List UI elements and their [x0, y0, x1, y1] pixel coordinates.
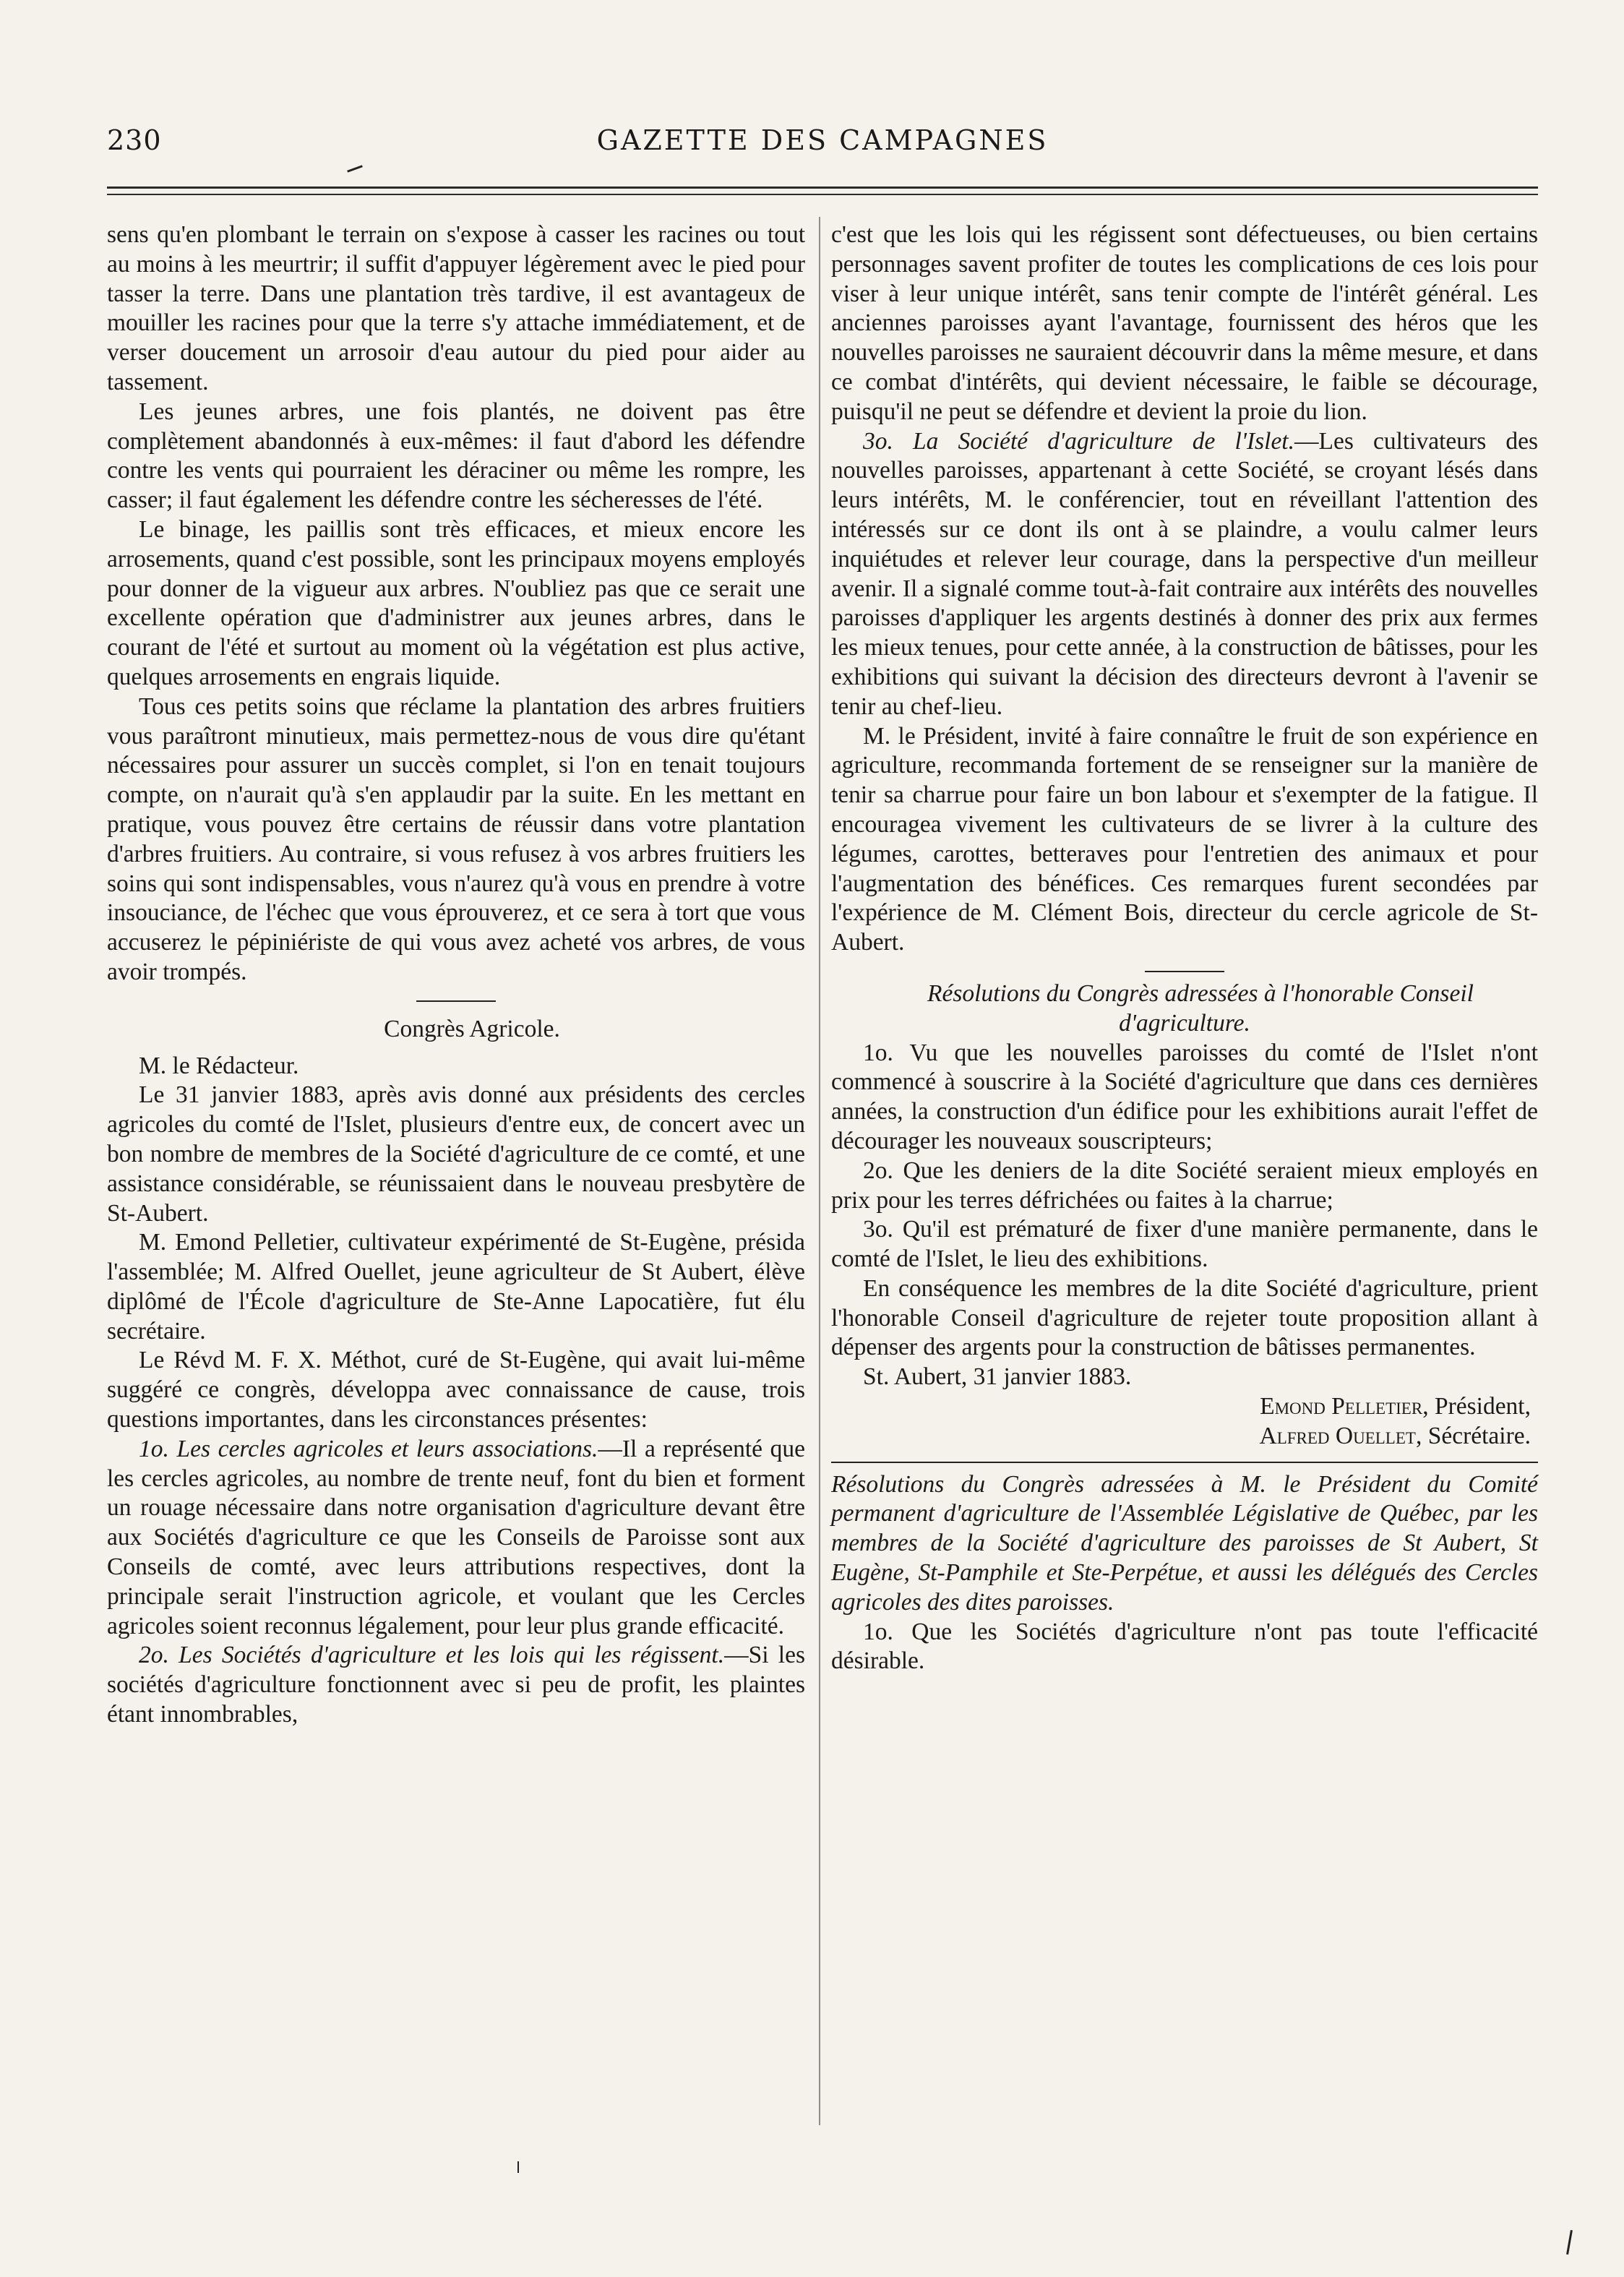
header-rule-thin — [107, 194, 1538, 195]
signature-name: Emond Pelletier — [1260, 1393, 1423, 1420]
paragraph: sens qu'en plombant le terrain on s'expose à casser les racines ou tout au moins à les meurtrir; il suffit d'appuyer légèrement avec le pied pour tasser la terre. Dans une plantation très tardive, il est avantageux de mouiller les racines pour que la terre s'y attache immédiatement, et de verser doucement un arrosoir d'eau autour du pied pour aider au tassement. — [107, 221, 805, 395]
paragraph — [831, 427, 1538, 722]
item-lead: 3o. La Société d'agriculture de l'Islet. — [863, 427, 1294, 455]
paragraph: Le binage, les paillis sont très efficaces, et mieux encore les arrosements, quand c'est possible, sont les principaux moyens employés pour donner de la vigueur aux arbres. N'oubliez pas que ce serait une excellente opération que d'administrer aux jeunes arbres, dans le courant de l'été et surtout au moment où la végétation est plus active, quelques arrosements en engrais liquide. — [107, 515, 805, 690]
page-number: 230 — [107, 124, 162, 156]
page-header — [107, 124, 1538, 168]
section-divider — [831, 1462, 1538, 1463]
signature-secretary — [831, 1422, 1538, 1451]
place-date: St. Aubert, 31 janvier 1883. — [863, 1363, 1132, 1391]
resolutions-heading: Résolutions du Congrès adressées à l'honorable Conseil d'agriculture. — [927, 979, 1474, 1037]
paragraph: M. le Président, invité à faire connaître le fruit de son expérience en agriculture, recommanda fortement de se renseigner sur la manière de tenir sa charrue pour faire un bon labour et s'exempter de la fatigue. Il encouragea vivement les cultivateurs de se livrer à la culture des légumes, carottes, betteraves pour l'entretien des animaux et pour l'augmentation des bénéfices. Ces remarques furent secondées par l'expérience de M. Clément Bois, directeur du cercle agricole de St-Aubert. — [831, 722, 1538, 956]
signature-president — [831, 1392, 1538, 1422]
header-rule — [107, 186, 1538, 189]
section-divider — [416, 1000, 496, 1002]
stray-mark — [517, 2161, 519, 2173]
paragraph — [107, 1641, 805, 1729]
right-column — [831, 220, 1538, 1676]
item-body: —Les cultivateurs des nouvelles paroisses, appartenant à cette Société, se croyant lésés dans leurs intérêts, M. le conférencier, tout en réveillant l'attention des intéressés sur ce dont ils ont à se plaindre, a voulu calmer leurs inquiétudes et relever leur courage, dans la perspective d'un meilleur avenir. Il a signalé comme tout-à-fait contraire aux intérêts des nouvelles paroisses d'appliquer les argents destinés à donner des prix aux fermes les mieux tenues, pour cette année, à la construction de bâtisses, pour les exhibitions qui suivant la décision des directeurs devront à l'avenir se tenir au chef-lieu. — [831, 427, 1538, 720]
salutation: M. le Rédacteur. — [139, 1052, 299, 1079]
paragraph: Le 31 janvier 1883, après avis donné aux présidents des cercles agricoles du comté de l'Islet, plusieurs d'entre eux, de concert avec un bon nombre de membres de la Société d'agriculture de ce comté, et une assistance considérable, se réunissaient dans le nouveau presbytère de St-Aubert. — [107, 1081, 805, 1227]
paragraph — [107, 1435, 805, 1642]
resolution: 2o. Que les deniers de la dite Société seraient mieux employés en prix pour les terres défrichées ou faites à la charrue; — [831, 1157, 1538, 1214]
resolution: 1o. Vu que les nouvelles paroisses du comté de l'Islet n'ont commencé à souscrire à la Société d'agriculture que dans ces dernières années, la construction d'un édifice pour les exhibitions aurait l'effet de décourager les nouveaux souscripteurs; — [831, 1039, 1538, 1154]
paragraph: Tous ces petits soins que réclame la plantation des arbres fruitiers vous paraîtront minutieux, mais permettez-nous de vous dire qu'étant nécessaires pour assurer un succès complet, si l'on en tenait toujours compte, on n'aurait qu'à s'en applaudir par la suite. En les mettant en pratique, vous pouvez être certains de réussir dans votre plantation d'arbres fruitiers. Au contraire, si vous refusez à vos arbres fruitiers les soins qui sont indispensables, vous n'aurez qu'à vous en prendre à votre insouciance, de l'échec que vous éprouverez, et ce sera à tort que vous accuserez le pépiniériste de qui vous avez acheté vos arbres, de vous avoir trompés. — [107, 692, 805, 985]
signature-role: , Président, — [1422, 1393, 1531, 1420]
paragraph: Les jeunes arbres, une fois plantés, ne doivent pas être complètement abandonnés à eux-mêmes: il faut d'abord les défendre contre les vents qui pourraient les déraciner ou même les rompre, les casser; il faut également les défendre contre les sécheresses de l'été. — [107, 398, 805, 514]
column-divider — [819, 217, 820, 2125]
item-body: —Si les sociétés d'agriculture fonctionnent avec si peu de profit, les plaintes étant innombrables, — [107, 1642, 805, 1728]
section-divider — [1145, 971, 1224, 972]
signature-name: Alfred Ouellet — [1259, 1422, 1416, 1449]
paragraph: M. Emond Pelletier, cultivateur expérimenté de St-Eugène, présida l'assemblée; M. Alfred Ouellet, jeune agriculteur de St Aubert, élève diplômé de l'École d'agriculture de Ste-Anne Lapocatière, fut élu secrétaire. — [107, 1229, 805, 1345]
stray-mark — [1566, 2230, 1573, 2255]
paragraph: En conséquence les membres de la dite Société d'agriculture, prient l'honorable Conseil d'agriculture de rejeter toute proposition allant à dépenser des argents pour la construction de bâtisses permanentes. — [831, 1274, 1538, 1361]
resolution: 1o. Que les Sociétés d'agriculture n'ont pas toute l'efficacité désirable. — [831, 1618, 1538, 1675]
paragraph: Le Révd M. F. X. Méthot, curé de St-Eugène, qui avait lui-même suggéré ce congrès, développa avec connaissance de cause, trois questions importantes, dans les circonstances présentes: — [107, 1347, 805, 1433]
item-body: —Il a représenté que les cercles agricoles, au nombre de trente neuf, font du bien et forment un rouage nécessaire dans notre organisation d'agriculture devant être aux Sociétés d'agriculture ce que les Conseils de Paroisse sont aux Conseils de comté, avec leurs attributions respectives, dont la principale serait l'instruction agricole, et voulant que les Cercles agricoles soient reconnus légalement, pour leur plus grande efficacité. — [107, 1435, 805, 1639]
item-lead: 1o. Les cercles agricoles et leurs associations. — [139, 1435, 598, 1462]
running-title: GAZETTE DES CAMPAGNES — [596, 124, 1049, 156]
paragraph: c'est que les lois qui les régissent sont défectueuses, ou bien certains personnages savent profiter de toutes les complications de ces lois pour viser à leur unique intérêt, sans tenir compte de l'intérêt général. Les anciennes paroisses ayant l'avantage, fournissent des héros que les nouvelles paroisses ne sauraient découvrir dans la même mesure, et dans ce combat d'intérêts, qui devient nécessaire, le faible se décourage, puisqu'il ne peut se défendre et devient la proie du lion. — [831, 221, 1538, 425]
left-column — [107, 220, 805, 1730]
signature-role: , Sécrétaire. — [1415, 1422, 1531, 1449]
resolution: 3o. Qu'il est prématuré de fixer d'une manière permanente, dans le comté de l'Islet, le lieu des exhibitions. — [831, 1216, 1538, 1273]
section-title: Congrès Agricole. — [384, 1015, 560, 1042]
resolutions-heading: Résolutions du Congrès adressées à M. le Président du Comité permanent d'agriculture de l'Assemblée Législative de Québec, par les membres de la Société d'agriculture des paroisses de St Aubert, St Eugène, St-Pamphile et Ste-Perpétue, et aussi les délégués des Cercles agricoles des dites paroisses. — [831, 1470, 1538, 1616]
item-lead: 2o. Les Sociétés d'agriculture et les lois qui les régissent. — [139, 1642, 725, 1669]
